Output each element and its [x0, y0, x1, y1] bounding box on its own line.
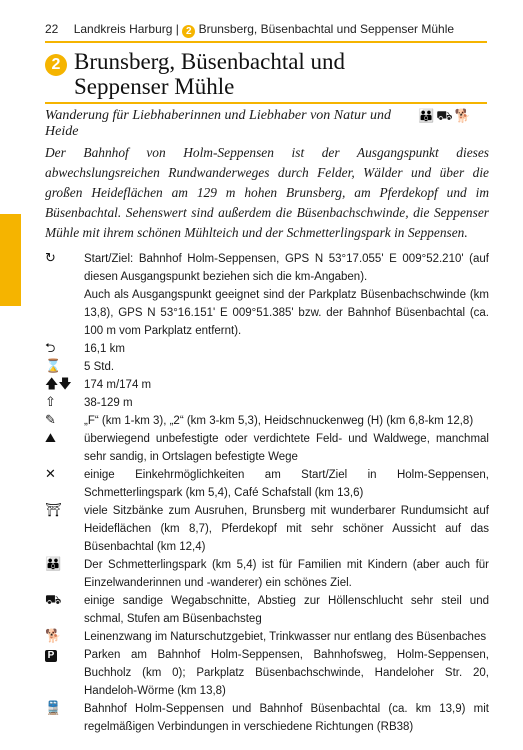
dog-icon: 🐕	[45, 629, 62, 644]
subtitle: Wanderung für Liebhaberinnen und Liebhaber von Natur und Heide	[45, 108, 391, 139]
running-header	[45, 22, 487, 38]
fact-text: „F“ (km 1-km 3), „2“ (km 3-km 5,3), Heidschnuckenweg (H) (km 6,8-km 12,8)	[84, 415, 474, 427]
subtitle-icons	[418, 108, 473, 126]
train-icon: 🚆	[45, 701, 62, 716]
fact-text: 16,1 km	[84, 343, 125, 355]
distance-icon: ⮌	[45, 341, 56, 356]
fact-row	[45, 376, 489, 394]
chapter-tab	[0, 214, 21, 306]
fact-text: viele Sitzbänke zum Ausruhen, Brunsberg mit wunderbarer Rundumsicht auf Heideflächen (km 8,7), Pferdekopf mit sehr schöner Aussicht auf das Büsenbachtal (km 12,4)	[84, 505, 489, 553]
fact-text: einige sandige Wegabschnitte, Abstieg zur Höllenschlucht sehr steil und schmal, Stufen am Büsenbachsteg	[84, 595, 489, 625]
fact-row	[45, 358, 489, 376]
facts-list	[45, 250, 489, 736]
title-rule	[45, 102, 487, 104]
ascent-descent-icon: 🡅🡇	[45, 377, 72, 392]
fact-text: Leinenzwang im Naturschutzgebiet, Trinkwasser nur entlang des Büsenbaches	[84, 631, 487, 643]
header-rule	[45, 41, 487, 43]
fact-row	[45, 502, 489, 556]
fact-text: 174 m/174 m	[84, 379, 152, 391]
intro-paragraph: Der Bahnhof von Holm-Seppensen ist der Ausgangspunkt dieses abwechslungsreichen Rundwanderweges durch Felder, Wälder und über die großen Heideflächen am 129 m hohen Brunsberg, am Pferdekopf und im Büsenbachtal. Sehenswert sind außerdem die Büsenbachschwinde, die Seppenser Mühle mit ihrem schönen Mühlteich und der Schmetterlingspark in Seppensen.	[45, 145, 489, 240]
fact-row	[45, 628, 489, 646]
path-icon: ⛰	[45, 431, 56, 446]
marking-icon: ✎	[45, 413, 56, 428]
fact-row	[45, 394, 489, 412]
page-number: 22	[45, 22, 59, 36]
fact-row	[45, 556, 489, 592]
fact-row	[45, 466, 489, 502]
fact-row	[45, 646, 489, 700]
route-number-badge: 2	[182, 25, 195, 38]
family-icon: 👪	[45, 557, 62, 572]
title-line-2: Seppenser Mühle	[74, 74, 235, 99]
altitude-icon: ⇧	[45, 395, 56, 410]
fact-text: einige Einkehrmöglichkeiten am Start/Ziel in Holm-Seppensen, Schmetterlingspark (km 5,4), Café Schafstall (km 13,6)	[84, 469, 489, 499]
fact-row	[45, 592, 489, 628]
fact-text: Bahnhof Holm-Seppensen und Bahnhof Büsenbachtal (ca. km 13,9) mit regelmäßigen Verbindungen in verschiedene Richtungen (RB38)	[84, 703, 489, 733]
fact-text: 5 Std.	[84, 361, 115, 373]
fact-text: überwiegend unbefestigte oder verdichtete Feld- und Waldwege, manchmal sehr sandig, in Ortslagen befestigte Wege	[84, 433, 489, 463]
bench-icon: ⛩	[45, 503, 62, 518]
fact-text: Start/Ziel: Bahnhof Holm-Seppensen, GPS N 53°17.055' E 009°52.210' (auf diesen Ausgangspunkt beziehen sich die km-Angaben).	[84, 253, 489, 283]
stroller-icon: ⛟	[436, 108, 455, 123]
title-line-1: Brunsberg, Büsenbachtal und	[74, 49, 346, 74]
dog-icon: 🐕	[454, 108, 473, 123]
hourglass-icon: ⌛	[45, 359, 62, 374]
fact-icon-spacer	[45, 286, 84, 340]
fact-row	[45, 286, 489, 340]
fact-row	[45, 340, 489, 358]
fact-row	[45, 430, 489, 466]
fact-text: 38-129 m	[84, 397, 133, 409]
fact-row	[45, 412, 489, 430]
stroller-icon: ⛟	[45, 593, 62, 608]
fact-text: Auch als Ausgangspunkt geeignet sind der Parkplatz Büsenbachschwinde (km 13,8), GPS N 53°16.151' E 009°51.385' bzw. der Bahnhof Büsenbachtal (ca. 100 m vom Parkplatz entfernt).	[84, 289, 489, 337]
header-region: Landkreis Harburg |	[73, 22, 179, 36]
fact-row	[45, 700, 489, 736]
parking-icon: P	[45, 646, 84, 700]
fact-text: Der Schmetterlingspark (km 5,4) ist für Familien mit Kindern (aber auch für Einzelwanderinnen und -wanderer) ein schönes Ziel.	[84, 559, 489, 589]
food-icon: ✕	[45, 467, 56, 482]
family-icon: 👪	[418, 108, 437, 123]
header-route: Brunsberg, Büsenbachtal und Seppenser Mühle	[198, 22, 455, 36]
page-title	[74, 49, 494, 99]
title-number-badge: 2	[45, 54, 67, 76]
loop-icon: ↻	[45, 251, 56, 266]
fact-row	[45, 250, 489, 286]
fact-text: Parken am Bahnhof Holm-Seppensen, Bahnhofsweg, Holm-Seppensen, Buchholz (km 0); Parkplatz Büsenbachschwinde, Handeloher Str. 20, Handeloh-Wörme (km 13,8)	[84, 649, 489, 697]
